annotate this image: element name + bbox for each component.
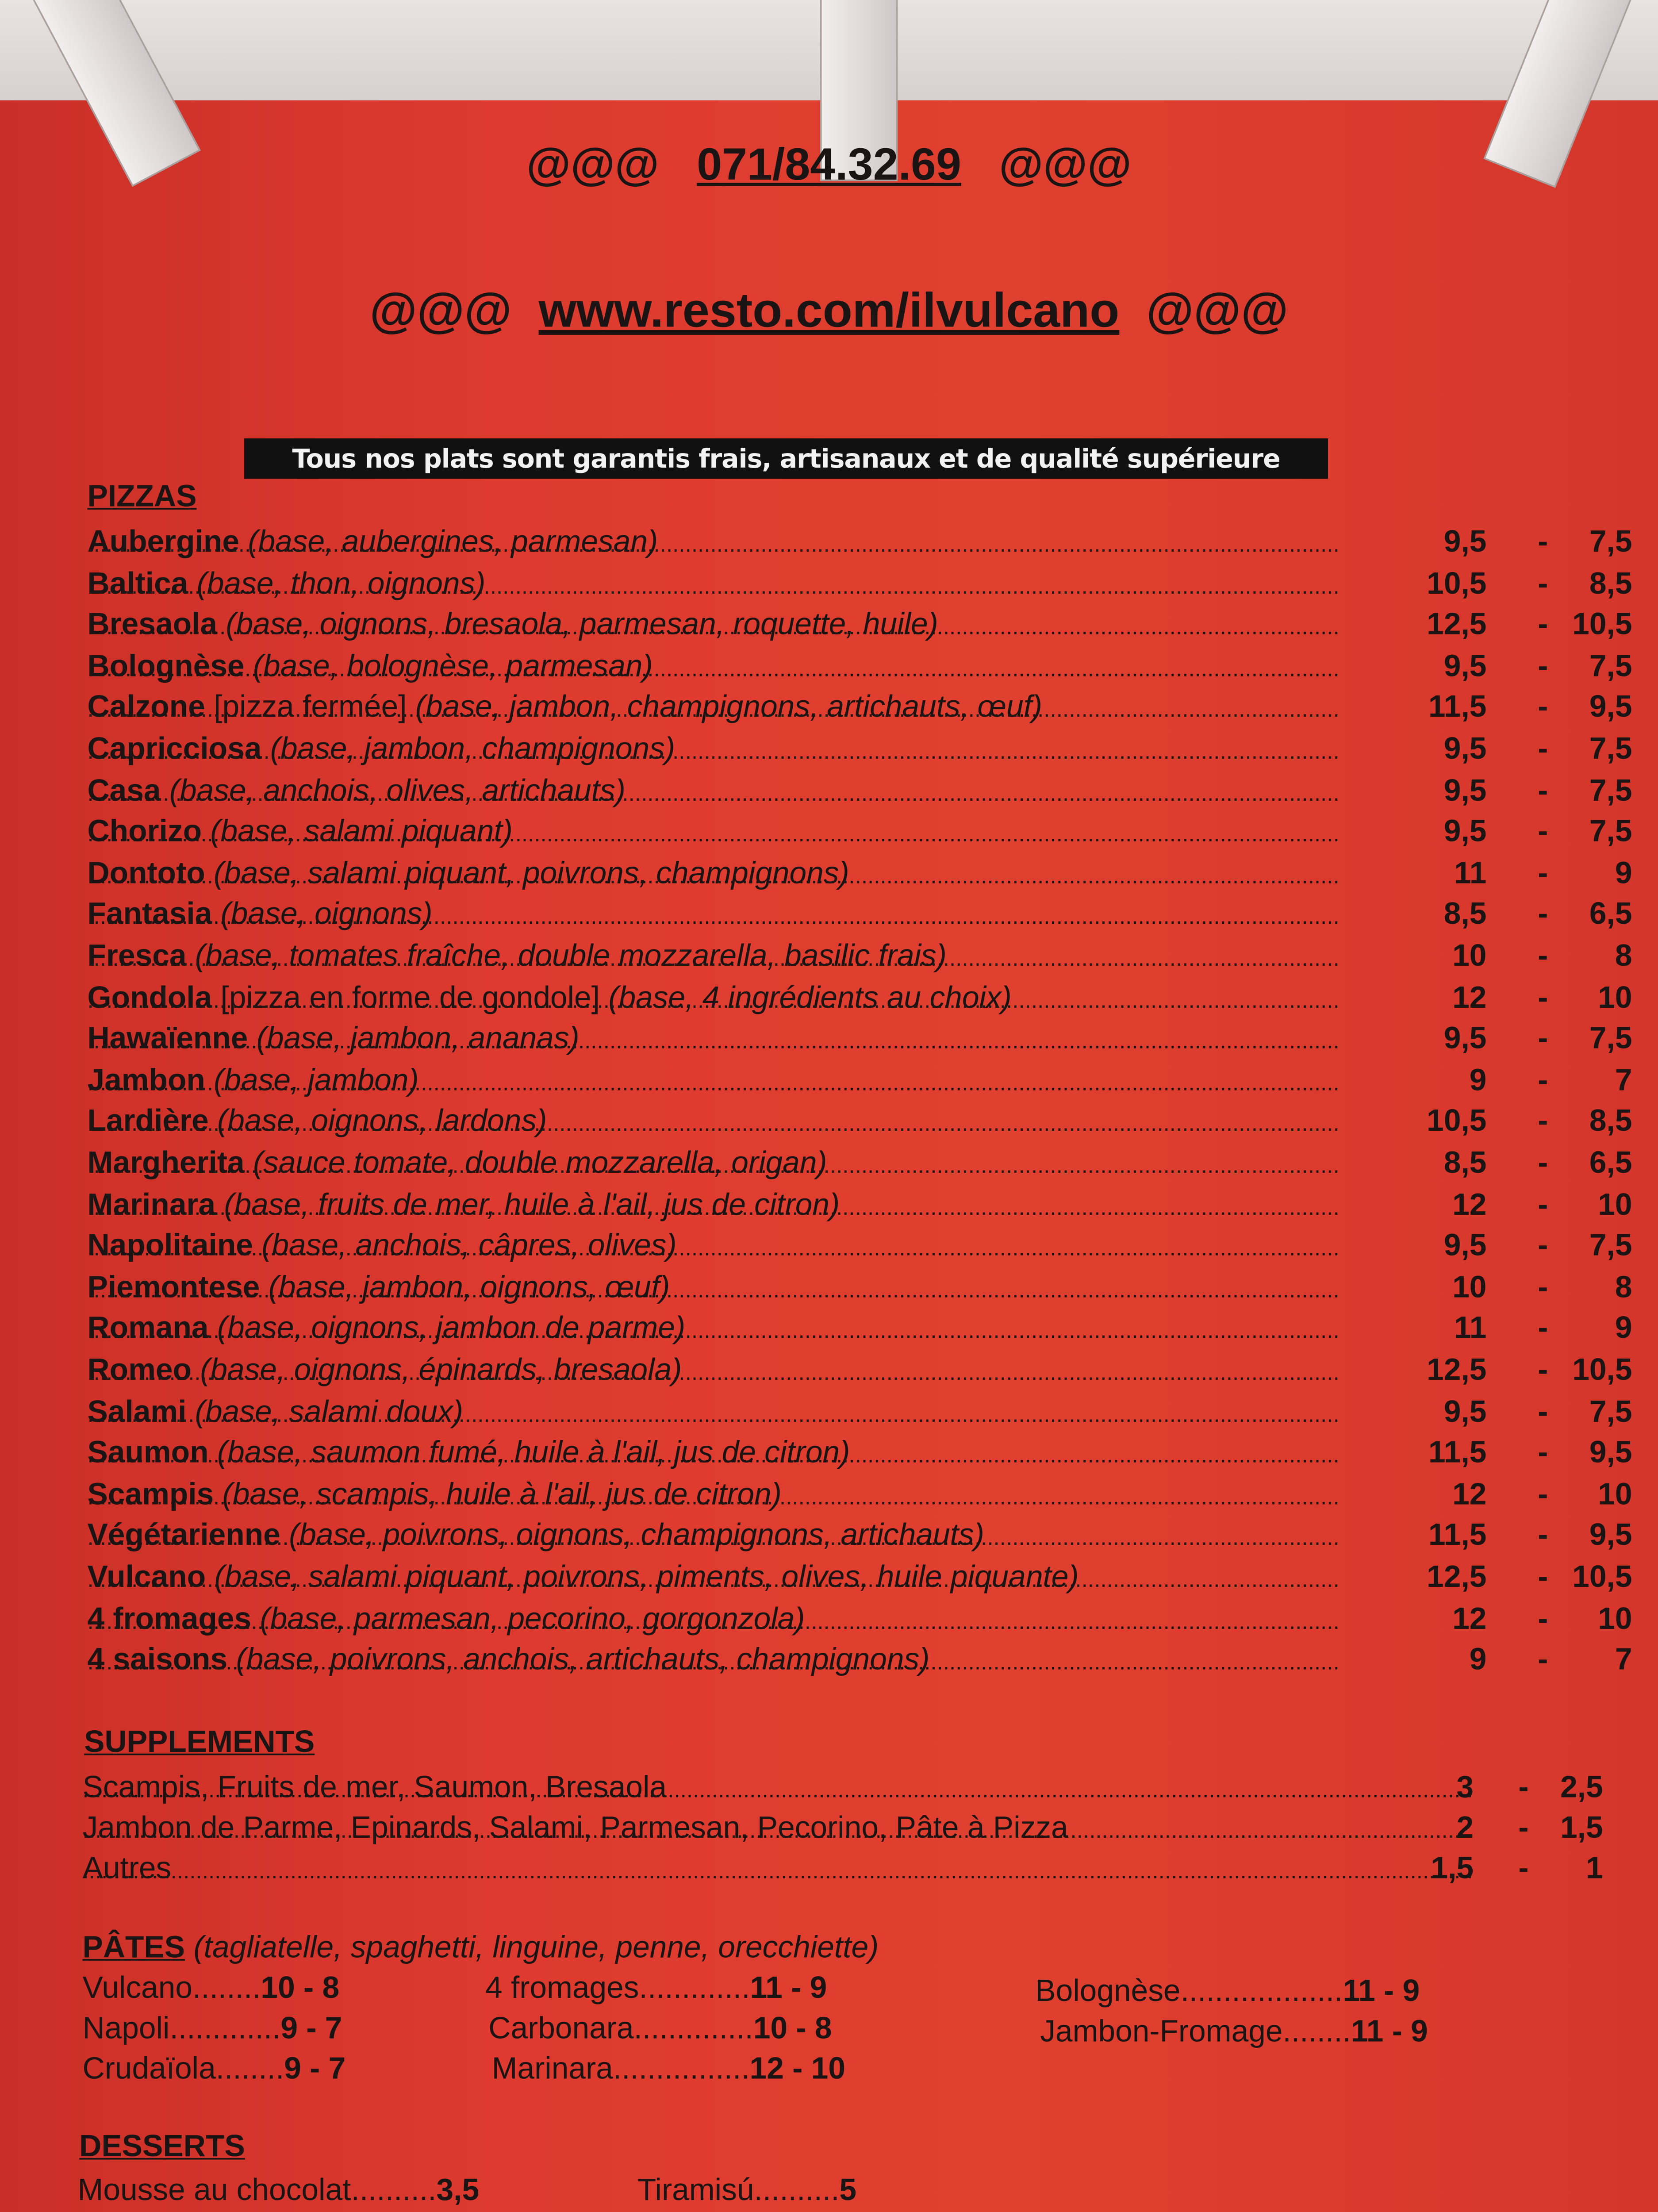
pizza-ingredients: (base, salami piquant, poivrons, piments, olives, huile piquante) [214, 1561, 1079, 1595]
pizza-ingredients: (base, oignons, épinards, bresaola) [200, 1354, 682, 1388]
price-large: 9,5 [1443, 774, 1487, 808]
pizza-text [87, 1106, 547, 1140]
price-separator: - [1538, 898, 1548, 933]
price-small: 10 [1598, 981, 1632, 1015]
pizza-text [87, 899, 432, 933]
price-small: 8 [1615, 1271, 1632, 1306]
price-small: 7,5 [1589, 815, 1632, 850]
pizza-row [87, 1475, 1632, 1515]
price-large: 8,5 [1443, 898, 1487, 933]
pizza-ingredients: (base, scampis, huile à l'ail, jus de citron) [222, 1478, 782, 1513]
price-separator: - [1538, 1147, 1548, 1181]
item-price: 11 - 9 [1351, 2016, 1428, 2050]
pizza-row [87, 688, 1632, 728]
item-price: 10 - 8 [753, 2012, 832, 2047]
price-separator: - [1538, 1602, 1548, 1636]
price-small: 10 [1598, 1188, 1632, 1222]
item-name: Crudaïola [82, 2053, 216, 2087]
price-large: 11,5 [1428, 691, 1487, 726]
item-name: Carbonara [488, 2012, 634, 2047]
pizza-name: Calzone [87, 691, 205, 726]
pizza-name: Romana [87, 1312, 209, 1347]
pizza-text [87, 733, 675, 767]
supplement-text: Jambon de Parme, Epinards, Salami, Parmesan, Pecorino, Pâte à Pizza [82, 1812, 1068, 1846]
section-title-pizzas: PIZZAS [87, 480, 197, 515]
pizza-text [87, 567, 485, 601]
pates-item [82, 2050, 345, 2090]
pizza-text [87, 981, 1011, 1015]
price-separator: - [1538, 1188, 1548, 1222]
supplement-text: Autres [82, 1852, 172, 1886]
pizza-ingredients: (base, bolognèse, parmesan) [253, 650, 653, 684]
pizza-name: Romeo [87, 1354, 192, 1388]
price-small: 10,5 [1572, 1354, 1632, 1388]
decor-at-right: @@@ [1146, 284, 1289, 338]
pizza-name: Dontoto [87, 857, 205, 891]
dot-leader: .......... [351, 2174, 437, 2208]
price-large: 12 [1452, 981, 1487, 1015]
item-name: Marinara [491, 2053, 613, 2087]
pizza-ingredients: (base, poivrons, oignons, champignons, artichauts) [289, 1519, 984, 1554]
price-separator: - [1538, 733, 1548, 767]
price-small: 9,5 [1589, 1436, 1632, 1471]
pizza-name: Hawaïenne [87, 1022, 248, 1057]
pates-item [1040, 2012, 1428, 2053]
pizza-extra: [pizza en forme de gondole] [220, 981, 600, 1015]
item-name: Napoli [82, 2012, 170, 2047]
price-large: 9 [1469, 1064, 1487, 1098]
pizza-row [87, 1392, 1632, 1432]
price-separator: - [1538, 1354, 1548, 1388]
pizza-ingredients: (base, fruits de mer, huile à l'ail, jus de citron) [224, 1188, 840, 1222]
pizza-ingredients: (base, saumon fumé, huile à l'ail, jus de citron) [217, 1436, 850, 1471]
price-large: 10,5 [1427, 567, 1487, 601]
pizza-row [87, 895, 1632, 936]
price-large: 8,5 [1443, 1147, 1487, 1181]
pizza-text [87, 526, 658, 560]
price-large: 12 [1452, 1188, 1487, 1222]
pizza-ingredients: (base, poivrons, anchois, artichauts, champignons) [236, 1644, 930, 1678]
pizza-row [87, 1019, 1632, 1060]
dessert-item [637, 2171, 857, 2211]
dot-leader: ........ [1282, 2016, 1351, 2050]
pizza-row [87, 564, 1632, 604]
pizza-row [87, 1061, 1632, 1101]
pates-item [485, 1969, 827, 2009]
pizza-name: Végétarienne [87, 1519, 280, 1554]
pizza-row [87, 854, 1632, 894]
price-separator: - [1518, 1852, 1529, 1886]
supplement-row [82, 1849, 1603, 1889]
pizza-ingredients: (base, oignons) [220, 898, 433, 933]
pizza-row [87, 522, 1632, 563]
dot-leader: ........ [192, 1972, 261, 2006]
section-title-supplements: SUPPLEMENTS [84, 1726, 315, 1760]
pizza-text [87, 1602, 805, 1636]
website-url: www.resto.com/ilvulcano [538, 284, 1120, 338]
pizza-ingredients: (sauce tomate, double mozzarella, origan) [253, 1147, 827, 1181]
price-small: 9,5 [1589, 1519, 1632, 1554]
pizza-ingredients: (base, jambon, oignons, œuf) [268, 1271, 670, 1306]
price-separator: - [1538, 1105, 1548, 1140]
price-separator: - [1538, 940, 1548, 974]
price-large: 9,5 [1443, 733, 1487, 767]
item-name: Vulcano [82, 1972, 193, 2006]
pizza-text [87, 609, 938, 643]
price-large: 10 [1452, 1271, 1487, 1306]
pizza-name: 4 saisons [87, 1644, 228, 1678]
pizza-name: Aubergine [87, 526, 240, 560]
pizza-name: Capricciosa [87, 733, 262, 767]
item-price: 11 - 9 [1343, 1975, 1420, 2009]
pizza-ingredients: (base, jambon, ananas) [256, 1022, 580, 1057]
pizza-text [87, 1478, 781, 1512]
pizza-ingredients: (base, oignons, jambon de parme) [217, 1312, 686, 1347]
pizza-ingredients: (base, thon, oignons) [196, 567, 486, 601]
pizza-text [87, 857, 849, 891]
price-separator: - [1518, 1812, 1529, 1846]
price-large: 11 [1454, 857, 1487, 891]
price-small: 9 [1615, 857, 1632, 891]
pizza-row [87, 1185, 1632, 1225]
pizza-name: Napolitaine [87, 1229, 253, 1264]
price-small: 8 [1615, 940, 1632, 974]
pates-item [492, 2050, 845, 2090]
pizza-text [87, 1437, 850, 1471]
pizza-row [87, 1599, 1632, 1640]
decor-at-left: @@@ [526, 139, 659, 189]
price-separator: - [1538, 1395, 1548, 1429]
item-price: 9 - 7 [280, 2012, 342, 2047]
dessert-item [78, 2171, 480, 2211]
price-separator: - [1538, 650, 1548, 684]
pizza-name: Lardière [87, 1105, 209, 1140]
price-separator: - [1538, 1436, 1548, 1471]
price-small: 7,5 [1589, 526, 1632, 560]
pizza-ingredients: (base, jambon, champignons) [270, 733, 675, 767]
price-large: 9,5 [1443, 1229, 1487, 1264]
pizza-name: Baltica [87, 567, 188, 601]
pizza-ingredients: (base, parmesan, pecorino, gorgonzola) [260, 1602, 805, 1636]
pizza-row [87, 1351, 1632, 1391]
pizza-text [87, 774, 625, 808]
price-large: 2 [1456, 1812, 1474, 1846]
price-small: 10 [1598, 1478, 1632, 1513]
pizza-row [87, 1268, 1632, 1308]
pizza-text [87, 1188, 840, 1222]
price-separator: - [1538, 608, 1548, 643]
pizza-text [87, 650, 652, 684]
pizza-ingredients: (base, aubergines, parmesan) [248, 526, 658, 560]
price-large: 12,5 [1427, 608, 1487, 643]
pizza-name: Casa [87, 774, 161, 808]
pizza-row [87, 1640, 1632, 1681]
price-small: 7,5 [1589, 733, 1632, 767]
pizza-name: Saumon [87, 1436, 209, 1471]
price-small: 7,5 [1589, 1395, 1632, 1429]
pates-item [1035, 1972, 1420, 2012]
pizza-text [87, 1023, 579, 1057]
dot-leader [82, 1849, 1474, 1891]
price-small: 10 [1598, 1602, 1632, 1636]
price-separator: - [1538, 1312, 1548, 1347]
pizza-name: Vulcano [87, 1561, 206, 1595]
item-price: 10 - 8 [261, 1972, 340, 2006]
dot-leader: ........ [215, 2053, 284, 2087]
price-small: 8,5 [1589, 1105, 1632, 1140]
dot-leader: ................ [613, 2053, 750, 2087]
price-separator: - [1538, 815, 1548, 850]
website-line [0, 285, 1658, 340]
price-small: 7 [1615, 1064, 1632, 1098]
price-small: 7,5 [1589, 1229, 1632, 1264]
pizza-ingredients: (base, 4 ingrédients au choix) [608, 981, 1012, 1015]
price-small: 8,5 [1589, 567, 1632, 601]
price-large: 9 [1469, 1644, 1487, 1678]
pizza-text [87, 1271, 670, 1305]
pizza-ingredients: (base, jambon, champignons, artichauts, œuf) [415, 691, 1043, 726]
pizza-text [87, 1064, 418, 1098]
supplement-row [82, 1768, 1603, 1809]
price-large: 11,5 [1428, 1519, 1487, 1554]
pizza-row [87, 1310, 1632, 1350]
price-separator: - [1538, 857, 1548, 891]
pizza-name: 4 fromages [87, 1602, 252, 1636]
price-separator: - [1518, 1771, 1529, 1805]
pizza-name: Jambon [87, 1064, 205, 1098]
price-small: 6,5 [1589, 898, 1632, 933]
pizza-ingredients: (base, oignons, lardons) [217, 1105, 547, 1140]
tagline: Tous nos plats sont garantis frais, artisanaux et de qualité supérieure [244, 438, 1328, 479]
phone-number: 071/84.32.69 [697, 139, 961, 189]
dot-leader: .............. [633, 2012, 753, 2047]
item-name: Mousse au chocolat [77, 2174, 351, 2208]
price-separator: - [1538, 567, 1548, 601]
price-small: 9,5 [1589, 691, 1632, 726]
price-small: 7,5 [1589, 650, 1632, 684]
price-large: 9,5 [1443, 1395, 1487, 1429]
price-large: 10 [1452, 940, 1487, 974]
pizza-name: Scampis [87, 1478, 214, 1513]
pizza-row [87, 647, 1632, 687]
price-separator: - [1538, 1519, 1548, 1554]
dot-leader: ............. [639, 1972, 750, 2006]
price-large: 11,5 [1428, 1436, 1487, 1471]
price-large: 12 [1452, 1478, 1487, 1513]
pizza-row [87, 978, 1632, 1018]
pizza-row [87, 1558, 1632, 1598]
section-title-desserts: DESSERTS [79, 2130, 245, 2165]
supplement-text: Scampis, Fruits de mer, Saumon, Bresaola [82, 1771, 667, 1805]
pizza-ingredients: (base, salami doux) [195, 1395, 464, 1429]
pizza-name: Bresaola [87, 608, 218, 643]
price-separator: - [1538, 1271, 1548, 1306]
price-separator: - [1538, 1022, 1548, 1057]
price-small: 6,5 [1589, 1147, 1632, 1181]
item-name: 4 fromages [485, 1972, 639, 2006]
dot-leader: .......... [754, 2174, 840, 2208]
item-price: 12 - 10 [749, 2053, 845, 2087]
pizza-ingredients: (base, anchois, câpres, olives) [261, 1229, 677, 1264]
decor-at-left: @@@ [369, 284, 512, 338]
price-large: 9,5 [1443, 650, 1487, 684]
price-small: 9 [1615, 1312, 1632, 1347]
price-small: 2,5 [1560, 1771, 1603, 1805]
pizza-row [87, 730, 1632, 770]
price-separator: - [1538, 981, 1548, 1015]
price-small: 10,5 [1572, 608, 1632, 643]
pates-heading [82, 1928, 879, 1969]
item-price: 11 - 9 [750, 1972, 827, 2006]
pizza-name: Chorizo [87, 815, 202, 850]
pizza-row [87, 771, 1632, 811]
pizza-row [87, 937, 1632, 977]
item-price: 3,5 [436, 2174, 480, 2208]
price-small: 10,5 [1572, 1561, 1632, 1595]
pizza-text [87, 1230, 676, 1264]
price-large: 10,5 [1427, 1105, 1487, 1140]
pates-item [82, 1969, 339, 2009]
pizza-row [87, 1226, 1632, 1267]
pates-subtitle: (tagliatelle, spaghetti, linguine, penne, orecchiette) [193, 1931, 879, 1966]
pizza-text [87, 1395, 463, 1429]
pizza-ingredients: (base, anchois, olives, artichauts) [169, 774, 626, 808]
item-price: 9 - 7 [284, 2053, 346, 2087]
pizza-name: Fresca [87, 940, 187, 974]
pizza-text [87, 1561, 1078, 1595]
price-large: 9,5 [1443, 526, 1487, 560]
price-large: 12,5 [1427, 1561, 1487, 1595]
price-small: 7,5 [1589, 1022, 1632, 1057]
item-name: Bolognèse [1035, 1975, 1181, 2009]
pizza-row [87, 605, 1632, 645]
pizza-row [87, 1433, 1632, 1474]
pizza-name: Gondola [87, 981, 212, 1015]
price-separator: - [1538, 691, 1548, 726]
price-large: 9,5 [1443, 1022, 1487, 1057]
pizza-text [87, 1354, 682, 1388]
price-separator: - [1538, 1478, 1548, 1513]
pizza-row [87, 1517, 1632, 1557]
price-small: 7,5 [1589, 774, 1632, 808]
pizza-text [87, 940, 946, 974]
pizza-name: Margherita [87, 1147, 245, 1181]
pizza-text [87, 1644, 929, 1678]
pizza-text [87, 1520, 984, 1554]
price-large: 1,5 [1431, 1852, 1474, 1886]
pates-item [82, 2009, 342, 2049]
price-separator: - [1538, 774, 1548, 808]
phone-line [0, 139, 1658, 191]
price-large: 11 [1454, 1312, 1487, 1347]
pizza-text [87, 1313, 685, 1347]
price-small: 1 [1586, 1852, 1603, 1886]
pizza-ingredients: (base, salami piquant) [210, 815, 513, 850]
price-large: 3 [1456, 1771, 1474, 1805]
price-separator: - [1538, 1229, 1548, 1264]
price-large: 12 [1452, 1602, 1487, 1636]
pizza-row [87, 812, 1632, 853]
pizza-ingredients: (base, oignons, bresaola, parmesan, roquette, huile) [226, 608, 938, 643]
dot-leader: ............. [169, 2012, 281, 2047]
pizza-row [87, 1102, 1632, 1143]
price-separator: - [1538, 526, 1548, 560]
supplement-row [82, 1809, 1603, 1849]
section-title-pates: PÂTES [82, 1931, 185, 1966]
price-separator: - [1538, 1644, 1548, 1678]
price-large: 9,5 [1443, 815, 1487, 850]
pates-item [488, 2009, 832, 2049]
pizza-ingredients: (base, tomates fraîche, double mozzarella, basilic frais) [195, 940, 947, 974]
pizza-text [87, 816, 512, 850]
pizza-row [87, 1144, 1632, 1184]
pizza-name: Fantasia [87, 898, 212, 933]
price-small: 1,5 [1560, 1812, 1603, 1846]
decor-at-right: @@@ [999, 139, 1132, 189]
item-name: Jambon-Fromage [1040, 2016, 1283, 2050]
pizza-name: Salami [87, 1395, 187, 1429]
pizza-text [87, 1147, 827, 1181]
pizza-ingredients: (base, jambon) [214, 1064, 419, 1098]
pizza-name: Bolognèse [87, 650, 245, 684]
pizza-extra: [pizza fermée] [214, 691, 407, 726]
price-large: 12,5 [1427, 1354, 1487, 1388]
pizza-ingredients: (base, salami piquant, poivrons, champignons) [214, 857, 849, 891]
price-separator: - [1538, 1064, 1548, 1098]
item-name: Tiramisú [637, 2174, 754, 2208]
item-price: 5 [839, 2174, 857, 2208]
pizza-name: Piemontese [87, 1271, 260, 1306]
dot-leader: ................... [1180, 1975, 1343, 2009]
price-small: 7 [1615, 1644, 1632, 1678]
pizza-text [87, 691, 1042, 726]
price-separator: - [1538, 1561, 1548, 1595]
pizza-name: Marinara [87, 1188, 216, 1222]
